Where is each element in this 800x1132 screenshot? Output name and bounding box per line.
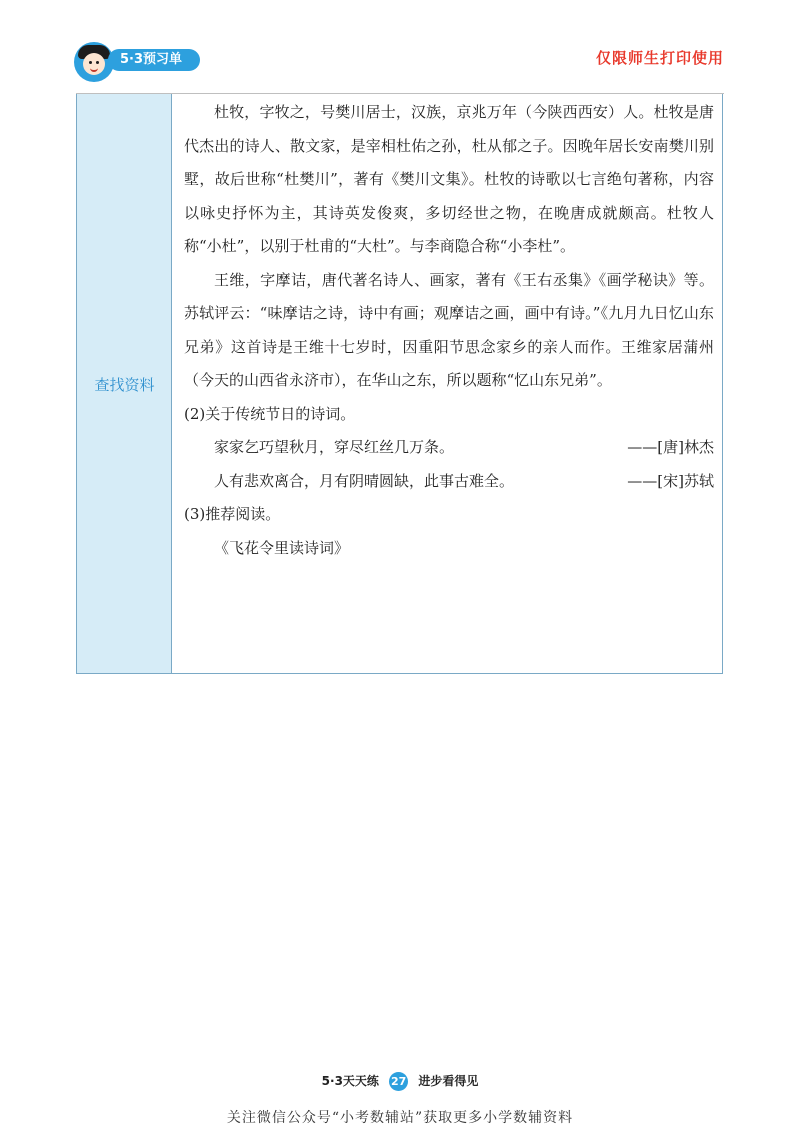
bio-paragraph-wang-wei: 王维，字摩诘，唐代著名诗人、画家，著有《王右丞集》《画学秘诀》等。苏轼评云：“味摩诘之诗，诗中有画；观摩诘之画，画中有诗。”《九月九日忆山东兄弟》这首诗是王维十七岁时，因重阳节思念家乡的亲人而作。王维家居蒲州（今天的山西省永济市），在华山之东，所以题称“忆山东兄弟”。 (184, 270, 714, 389)
item-3-title: (3)推荐阅读。 (184, 505, 281, 523)
poem-text: 家家乞巧望秋月，穿尽红丝几万条。 (214, 438, 455, 456)
section-sidebar (77, 94, 172, 673)
resource-table (76, 94, 723, 674)
poem-line (184, 431, 714, 465)
recommended-book: 《飞花令里读诗词》 (214, 538, 350, 557)
page-footer (0, 1072, 800, 1091)
poem-line (184, 465, 714, 499)
poem-source: ——[宋]苏轼 (627, 471, 714, 490)
page-number: 27 (389, 1072, 408, 1091)
print-restriction-note: 仅限师生打印使用 (595, 49, 724, 67)
section-label: 查找资料 (94, 376, 155, 394)
series-badge: 5·3预习单 (108, 49, 200, 71)
item-2-title: (2)关于传统节日的诗词。 (184, 404, 356, 423)
footer-slogan: 进步看得见 (418, 1074, 479, 1088)
bio-paragraph-du-mu: 杜牧，字牧之，号樊川居士，汉族，京兆万年（今陕西西安）人。杜牧是唐代杰出的诗人、散文家，是宰相杜佑之孙，杜从郁之子。因晚年居长安南樊川别墅，故后世称“杜樊川”，著有《樊川文集》。杜牧的诗歌以七言绝句著称，内容以咏史抒怀为主，其诗英发俊爽，多切经世之物，在晚唐成就颇高。杜牧人称“小杜”，以别于杜甫的“大杜”。与李商隐合称“小李杜”。 (184, 103, 714, 255)
poem-source: ——[唐]林杰 (627, 438, 714, 456)
poem-text: 人有悲欢离合，月有阴晴圆缺，此事古难全。 (214, 471, 515, 490)
page-header (0, 0, 800, 95)
footer-series: 5·3天天练 (321, 1074, 379, 1088)
section-content (184, 96, 714, 565)
promo-note: 关注微信公众号“小考数辅站”获取更多小学数辅资料 (226, 1110, 574, 1126)
